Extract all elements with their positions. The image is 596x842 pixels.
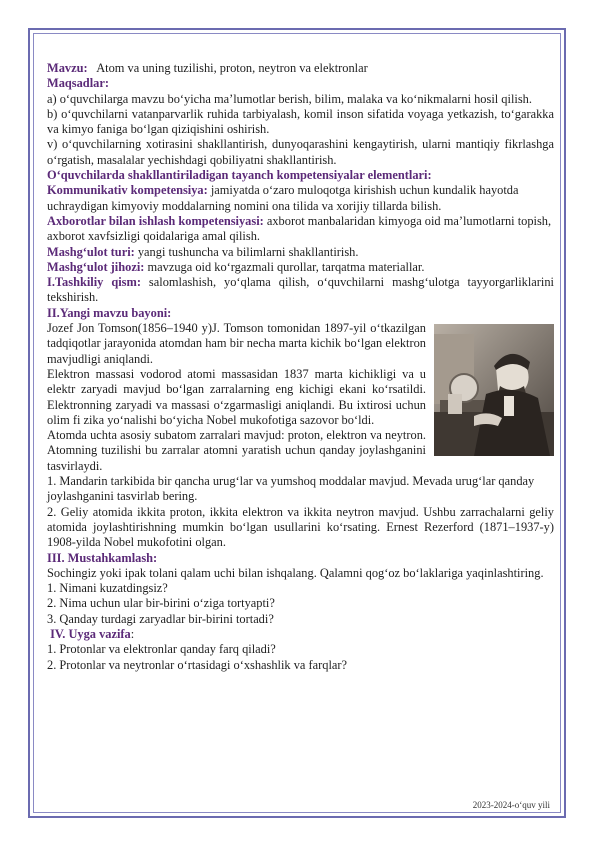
thomson-paragraph: Jozef Jon Tomson(1856–1940 y)J. Tomson tomonidan 1897-yil o‘tkazilgan tadqiqotlar jarayonida atomdan ham bir necha marta kichik bo‘lgan elektron mavjudligi aniqlandi. [47, 321, 426, 366]
topic-text: Atom va uning tuzilishi, proton, neytron va elektronlar [96, 61, 368, 75]
subatomic-paragraph: Atomda uchta asosiy subatom zarralari mavjud: proton, elektron va neytron. Atomning tuzilishi bu zarralar atomni yaratish uchun qanday joylashganini tasvirlaydi. [47, 428, 426, 473]
goals-heading: Maqsadlar: [47, 76, 109, 91]
reinforcement-question-2: 2. Nima uchun ular bir-birini o‘ziga tortyapti? [47, 596, 275, 611]
information-label: Axborotlar bilan ishlash kompetensiyasi: [47, 213, 264, 228]
equipment-label: Mashg‘ulot jihozi: [47, 259, 145, 274]
goal-b: b) o‘quvchilarni vatanparvarlik ruhida tarbiyalash, komil inson sifatida voyaga yetkazish, to‘garakka va kimyo faniga bo‘lgan qiziqishini oshirish. [47, 106, 554, 137]
school-year-footer: 2023-2024-o‘quv yili [472, 800, 550, 810]
lesson-type-text: yangi tushuncha va bilimlarni shakllantirish. [134, 244, 359, 259]
task-1: 1. Mandarin tarkibida bir qancha urug‘lar va yumshoq moddalar mavjud. Mevada urug‘lar qanday joylashganini tasvirlab bering. [47, 474, 535, 504]
scientist-photo [434, 324, 554, 456]
organization-text: salomlashish, yo‘qlama qilish, o‘quvchilarni mashg‘ulotga tayyorgarliklarini tekshirish. [47, 275, 554, 305]
lesson-equipment [47, 260, 554, 275]
homework-heading-line [47, 627, 554, 642]
homework-question-2: 2. Protonlar va neytronlar o‘rtasidagi o‘xshashlik va farqlar? [47, 657, 348, 672]
goal-a: a) o‘quvchilarga mavzu bo‘yicha ma’lumotlar berish, bilim, malaka va ko‘nikmalarni hosil qilish. [47, 91, 532, 106]
topic-label: Mavzu: [47, 61, 88, 75]
new-topic-heading: II.Yangi mavzu bayoni: [47, 305, 172, 320]
topic-line [47, 61, 554, 76]
homework-question-1: 1. Protonlar va elektronlar qanday farq qiladi? [47, 642, 276, 657]
lesson-type [47, 245, 554, 260]
communicative-text: jamiyatda o‘zaro muloqotga kirishish uchun kundalik hayotda uchraydigan kimyoviy moddalarning nomini ona tilida va xorijiy tillarda bilish. [47, 183, 519, 213]
communicative-competency [47, 183, 554, 214]
competencies-heading: O‘quvchilarda shakllantiriladigan tayanch kompetensiyalar elementlari: [47, 168, 432, 183]
information-competency [47, 214, 554, 245]
equipment-text: mavzuga oid ko‘rgazmali qurollar, tarqatma materiallar. [144, 259, 425, 274]
reinforcement-intro: Sochingiz yoki ipak tolani qalam uchi bilan ishqalang. Qalamni qog‘oz bo‘laklariga yaqinlashtiring. [47, 565, 544, 580]
organization-label: I.Tashkiliy qism: [47, 275, 141, 290]
homework-heading: IV. Uyga vazifa [47, 626, 131, 641]
goal-v: v) o‘quvchilarning xotirasini shakllantirish, dunyoqarashini kengaytirish, ularni mantiqiy fikrlashga o‘rgatish, masalalar yechishdagi qobiliyatni shakllantirish. [47, 137, 554, 167]
reinforcement-heading: III. Mustahkamlash: [47, 550, 158, 565]
lesson-plan [47, 61, 554, 673]
communicative-label: Kommunikativ kompetensiya: [47, 183, 208, 198]
task-2: 2. Geliy atomida ikkita proton, ikkita elektron va ikkita neytron mavjud. Ushbu zarrachalarni geliy atomida joylashtirishning mumkin bo‘lgan usullarini ko‘rsating. Ernest Rezerford (1871–1937-y) 1908-yilda Nobel mukofotini olgan. [47, 504, 554, 550]
homework-colon: : [130, 626, 135, 641]
lesson-type-label: Mashg‘ulot turi: [47, 244, 135, 259]
information-text: axborot manbalaridan kimyoga oid ma’lumotlarni topish, axborot xavfsizligi qoidalariga amal qilish. [47, 213, 552, 244]
reinforcement-question-1: 1. Nimani kuzatdingsiz? [47, 581, 168, 596]
reinforcement-question-3: 3. Qanday turdagi zaryadlar bir-birini tortadi? [47, 611, 274, 626]
organization-section [47, 275, 554, 306]
electron-mass-paragraph: Elektron massasi vodorod atomi massasidan 1837 marta kichikligi va u elektr zaryadi mavjud bo‘lgan zarralarning eng kichigi ekani ko‘rsatildi. Elektronning zaryadi va massasi o‘zgarmasligi aniqlandi. Bu ixtirosi uchun olim fi zika yo‘nalishi bo‘yicha Nobel mukofotiga sazovor bo‘ldi. [47, 366, 426, 427]
